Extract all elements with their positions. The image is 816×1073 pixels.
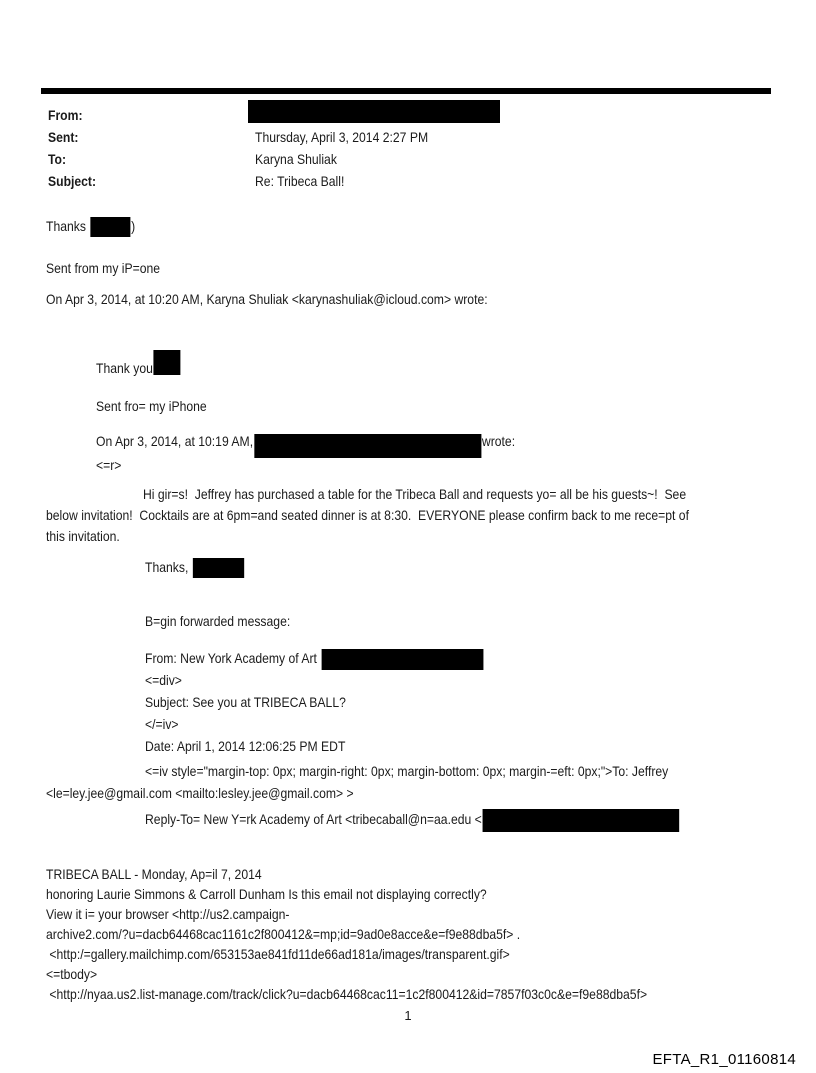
thanks-text: Thanks bbox=[46, 218, 90, 234]
quote1-intro-line: On Apr 3, 2014, at 10:20 AM, Karyna Shuliak <karynashuliak@icloud.com> wrote: bbox=[46, 291, 488, 307]
sent-label: Sent: bbox=[48, 129, 79, 145]
begin-forwarded-line: B=gin forwarded message: bbox=[145, 613, 291, 629]
reply-to-line bbox=[145, 810, 680, 828]
thanks-line bbox=[46, 217, 135, 235]
fwd-to-line-2: <le=ley.jee@gmail.com <mailto:lesley.jee@gmail.com> > bbox=[46, 785, 354, 801]
name-redaction-thanks bbox=[90, 217, 130, 237]
reply-to-text: Reply-To= New Y=rk Academy of Art <tribecaball@n=aa.edu < bbox=[145, 811, 482, 827]
mime-fragment-div-open: <=div> bbox=[145, 672, 182, 688]
thanks2-line bbox=[145, 558, 245, 576]
thanks2-text: Thanks, bbox=[145, 559, 192, 575]
invitation-line-1: Hi gir=s! Jeffrey has purchased a table for the Tribeca Ball and requests yo= all be his guests~! See bbox=[143, 486, 687, 502]
page-number: 1 bbox=[404, 1008, 412, 1023]
footer-line-tribeca-ball: TRIBECA BALL - Monday, Ap=il 7, 2014 bbox=[46, 866, 262, 882]
thank-you-line bbox=[96, 359, 182, 377]
fwd-from-redaction bbox=[321, 649, 483, 670]
sent-from-iphone-outer: Sent from my iP=one bbox=[46, 260, 161, 276]
to-value: Karyna Shuliak bbox=[255, 151, 337, 167]
reply-to-redaction bbox=[483, 809, 680, 832]
mime-fragment-br: <=r> bbox=[96, 457, 122, 473]
invitation-line-3: this invitation. bbox=[46, 528, 120, 544]
quote2-intro-prefix: On Apr 3, 2014, at 10:19 AM, bbox=[96, 433, 254, 449]
footer-line-tbody: <=tbody> bbox=[46, 966, 98, 982]
name-redaction-thanks2 bbox=[193, 558, 244, 578]
from-value-redaction bbox=[248, 100, 500, 123]
footer-line-archive-url: archive2.com/?u=dacb64468cac1161c2f800412&=mp;id=9ad0e8acce&e=f9e88dba5f> . bbox=[46, 926, 521, 942]
fwd-from-line bbox=[145, 649, 484, 667]
mime-fragment-div-close: </=iv> bbox=[145, 716, 179, 732]
sender-redaction-quote2 bbox=[254, 434, 481, 458]
top-divider-rule bbox=[41, 88, 771, 94]
sent-from-iphone-inner: Sent fro= my iPhone bbox=[96, 398, 207, 414]
from-label: From: bbox=[48, 107, 83, 123]
quote2-intro-line bbox=[96, 432, 515, 450]
fwd-date-line: Date: April 1, 2014 12:06:25 PM EDT bbox=[145, 738, 346, 754]
quote2-intro-suffix: wrote: bbox=[481, 433, 516, 449]
to-label: To: bbox=[48, 151, 67, 167]
fwd-from-text: From: New York Academy of Art bbox=[145, 650, 321, 666]
thank-you-text: Thank you bbox=[96, 360, 153, 376]
invitation-line-2: below invitation! Cocktails are at 6pm=and seated dinner is at 8:30. EVERYONE please confirm back to me rece=pt of bbox=[46, 507, 689, 523]
name-redaction-thank-you bbox=[154, 350, 181, 375]
fwd-subject-line: Subject: See you at TRIBECA BALL? bbox=[145, 694, 346, 710]
subject-label: Subject: bbox=[48, 173, 97, 189]
footer-line-mailchimp-url: <http:/=gallery.mailchimp.com/653153ae841fd11de66ad181a/images/transparent.gif> bbox=[46, 946, 510, 962]
footer-line-view-browser: View it i= your browser <http://us2.campaign- bbox=[46, 906, 290, 922]
fwd-to-line-1: <=iv style="margin-top: 0px; margin-right: 0px; margin-bottom: 0px; margin-=eft: 0px;">To: Jeffrey bbox=[145, 763, 669, 779]
subject-value: Re: Tribeca Ball! bbox=[255, 173, 345, 189]
bates-number: EFTA_R1_01160814 bbox=[652, 1051, 796, 1068]
footer-line-listmanage-url: <http://nyaa.us2.list-manage.com/track/click?u=dacb64468cac11=1c2f800412&id=7857f03c0c&e=f9e88dba5f> bbox=[46, 986, 648, 1002]
footer-line-honoring: honoring Laurie Simmons & Carroll Dunham Is this email not displaying correctly? bbox=[46, 886, 487, 902]
thanks-suffix: ) bbox=[131, 218, 136, 234]
sent-value: Thursday, April 3, 2014 2:27 PM bbox=[255, 129, 429, 145]
